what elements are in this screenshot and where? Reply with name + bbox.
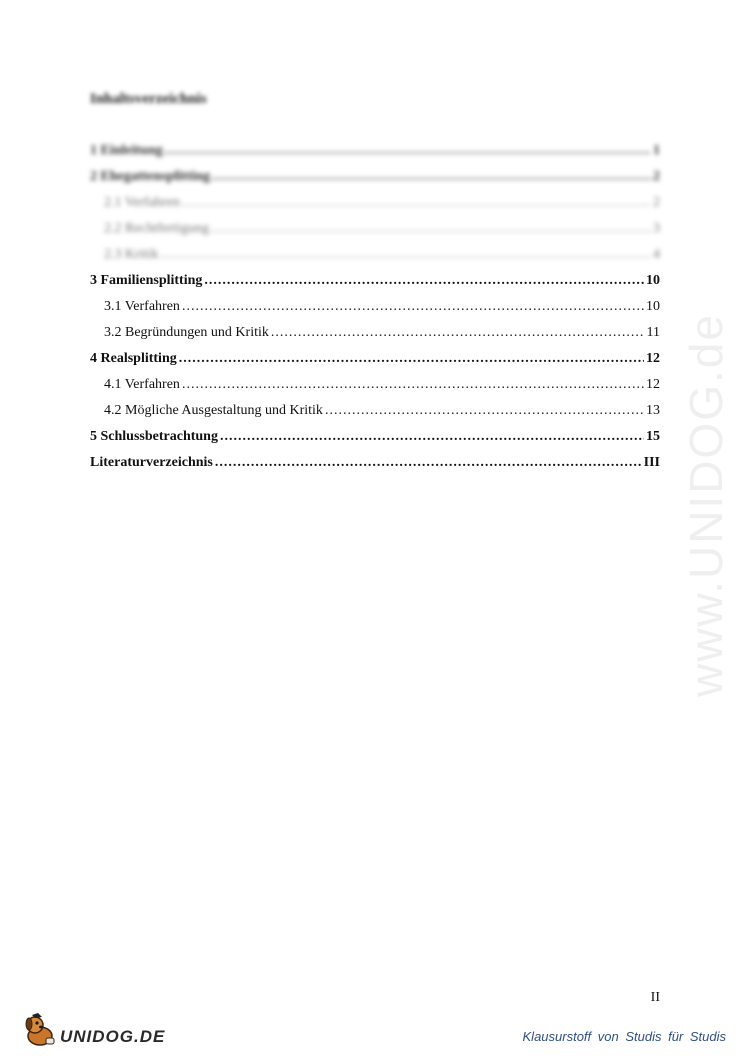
toc-entry-label: Literaturverzeichnis bbox=[90, 455, 213, 470]
toc-entry bbox=[90, 325, 660, 351]
toc-leader-dots bbox=[325, 403, 644, 419]
toc-entry bbox=[90, 195, 660, 221]
toc-leader-dots bbox=[179, 351, 644, 367]
toc-entry-page: 12 bbox=[646, 377, 660, 392]
toc-entry bbox=[90, 299, 660, 325]
toc-entry-label: 1 Einleitung bbox=[90, 143, 163, 158]
toc-entry-page: 1 bbox=[653, 143, 660, 158]
toc-title: Inhaltsverzeichnis bbox=[90, 91, 207, 107]
toc-entry-label: 4.1 Verfahren bbox=[104, 377, 180, 392]
toc-entry-page: 4 bbox=[653, 247, 660, 262]
toc-leader-dots bbox=[215, 455, 642, 471]
toc-leader-dots bbox=[211, 221, 651, 237]
toc-entry-page: 2 bbox=[653, 169, 660, 184]
toc-entry bbox=[90, 273, 660, 299]
toc-entry-page: III bbox=[643, 455, 660, 470]
toc-entry bbox=[90, 169, 660, 195]
toc-entry-page: 15 bbox=[646, 429, 660, 444]
toc-leader-dots bbox=[271, 325, 645, 341]
toc-entry-label: 2.2 Rechtfertigung bbox=[104, 221, 209, 236]
toc-leader-dots bbox=[204, 273, 644, 289]
toc-entry-page: 12 bbox=[646, 351, 660, 366]
toc-entry bbox=[90, 221, 660, 247]
watermark: www.UNIDOG.de bbox=[680, 313, 732, 697]
toc-entry-label: 4.2 Mögliche Ausgestaltung und Kritik bbox=[104, 403, 323, 418]
toc-entry-label: 2 Ehegattensplitting bbox=[90, 169, 211, 184]
toc-entry bbox=[90, 429, 660, 455]
footer-slogan: Klausurstoff von Studis für Studis bbox=[522, 1029, 726, 1044]
toc-entry bbox=[90, 351, 660, 377]
logo-text: UNIDOG.DE bbox=[60, 1027, 166, 1046]
toc-entry-label: 4 Realsplitting bbox=[90, 351, 177, 366]
toc-leader-dots bbox=[165, 143, 651, 159]
toc-entry bbox=[90, 455, 660, 481]
toc-entry bbox=[90, 377, 660, 403]
dog-mascot-icon bbox=[22, 1012, 58, 1048]
toc-leader-dots bbox=[182, 195, 651, 211]
toc-entry-page: 11 bbox=[646, 325, 660, 340]
toc-leader-dots bbox=[160, 247, 651, 263]
toc-entry-label: 3.1 Verfahren bbox=[104, 299, 180, 314]
toc-leader-dots bbox=[212, 169, 651, 185]
toc-entry-page: 13 bbox=[646, 403, 660, 418]
toc-leader-dots bbox=[220, 429, 644, 445]
toc-entry-page: 10 bbox=[646, 273, 660, 288]
toc-leader-dots bbox=[182, 377, 644, 393]
toc-entry-label: 2.3 Kritik bbox=[104, 247, 159, 262]
table-of-contents bbox=[90, 143, 660, 481]
toc-entry bbox=[90, 247, 660, 273]
toc-entry bbox=[90, 403, 660, 429]
toc-entry bbox=[90, 143, 660, 169]
toc-entry-page: 10 bbox=[646, 299, 660, 314]
page-number: II bbox=[650, 990, 660, 1005]
toc-entry-page: 3 bbox=[653, 221, 660, 236]
toc-leader-dots bbox=[182, 299, 644, 315]
unidog-logo bbox=[22, 1012, 165, 1048]
toc-entry-page: 2 bbox=[653, 195, 660, 210]
toc-entry-label: 2.1 Verfahren bbox=[104, 195, 180, 210]
toc-entry-label: 3.2 Begründungen und Kritik bbox=[104, 325, 269, 340]
toc-entry-label: 5 Schlussbetrachtung bbox=[90, 429, 218, 444]
toc-entry-label: 3 Familiensplitting bbox=[90, 273, 203, 288]
